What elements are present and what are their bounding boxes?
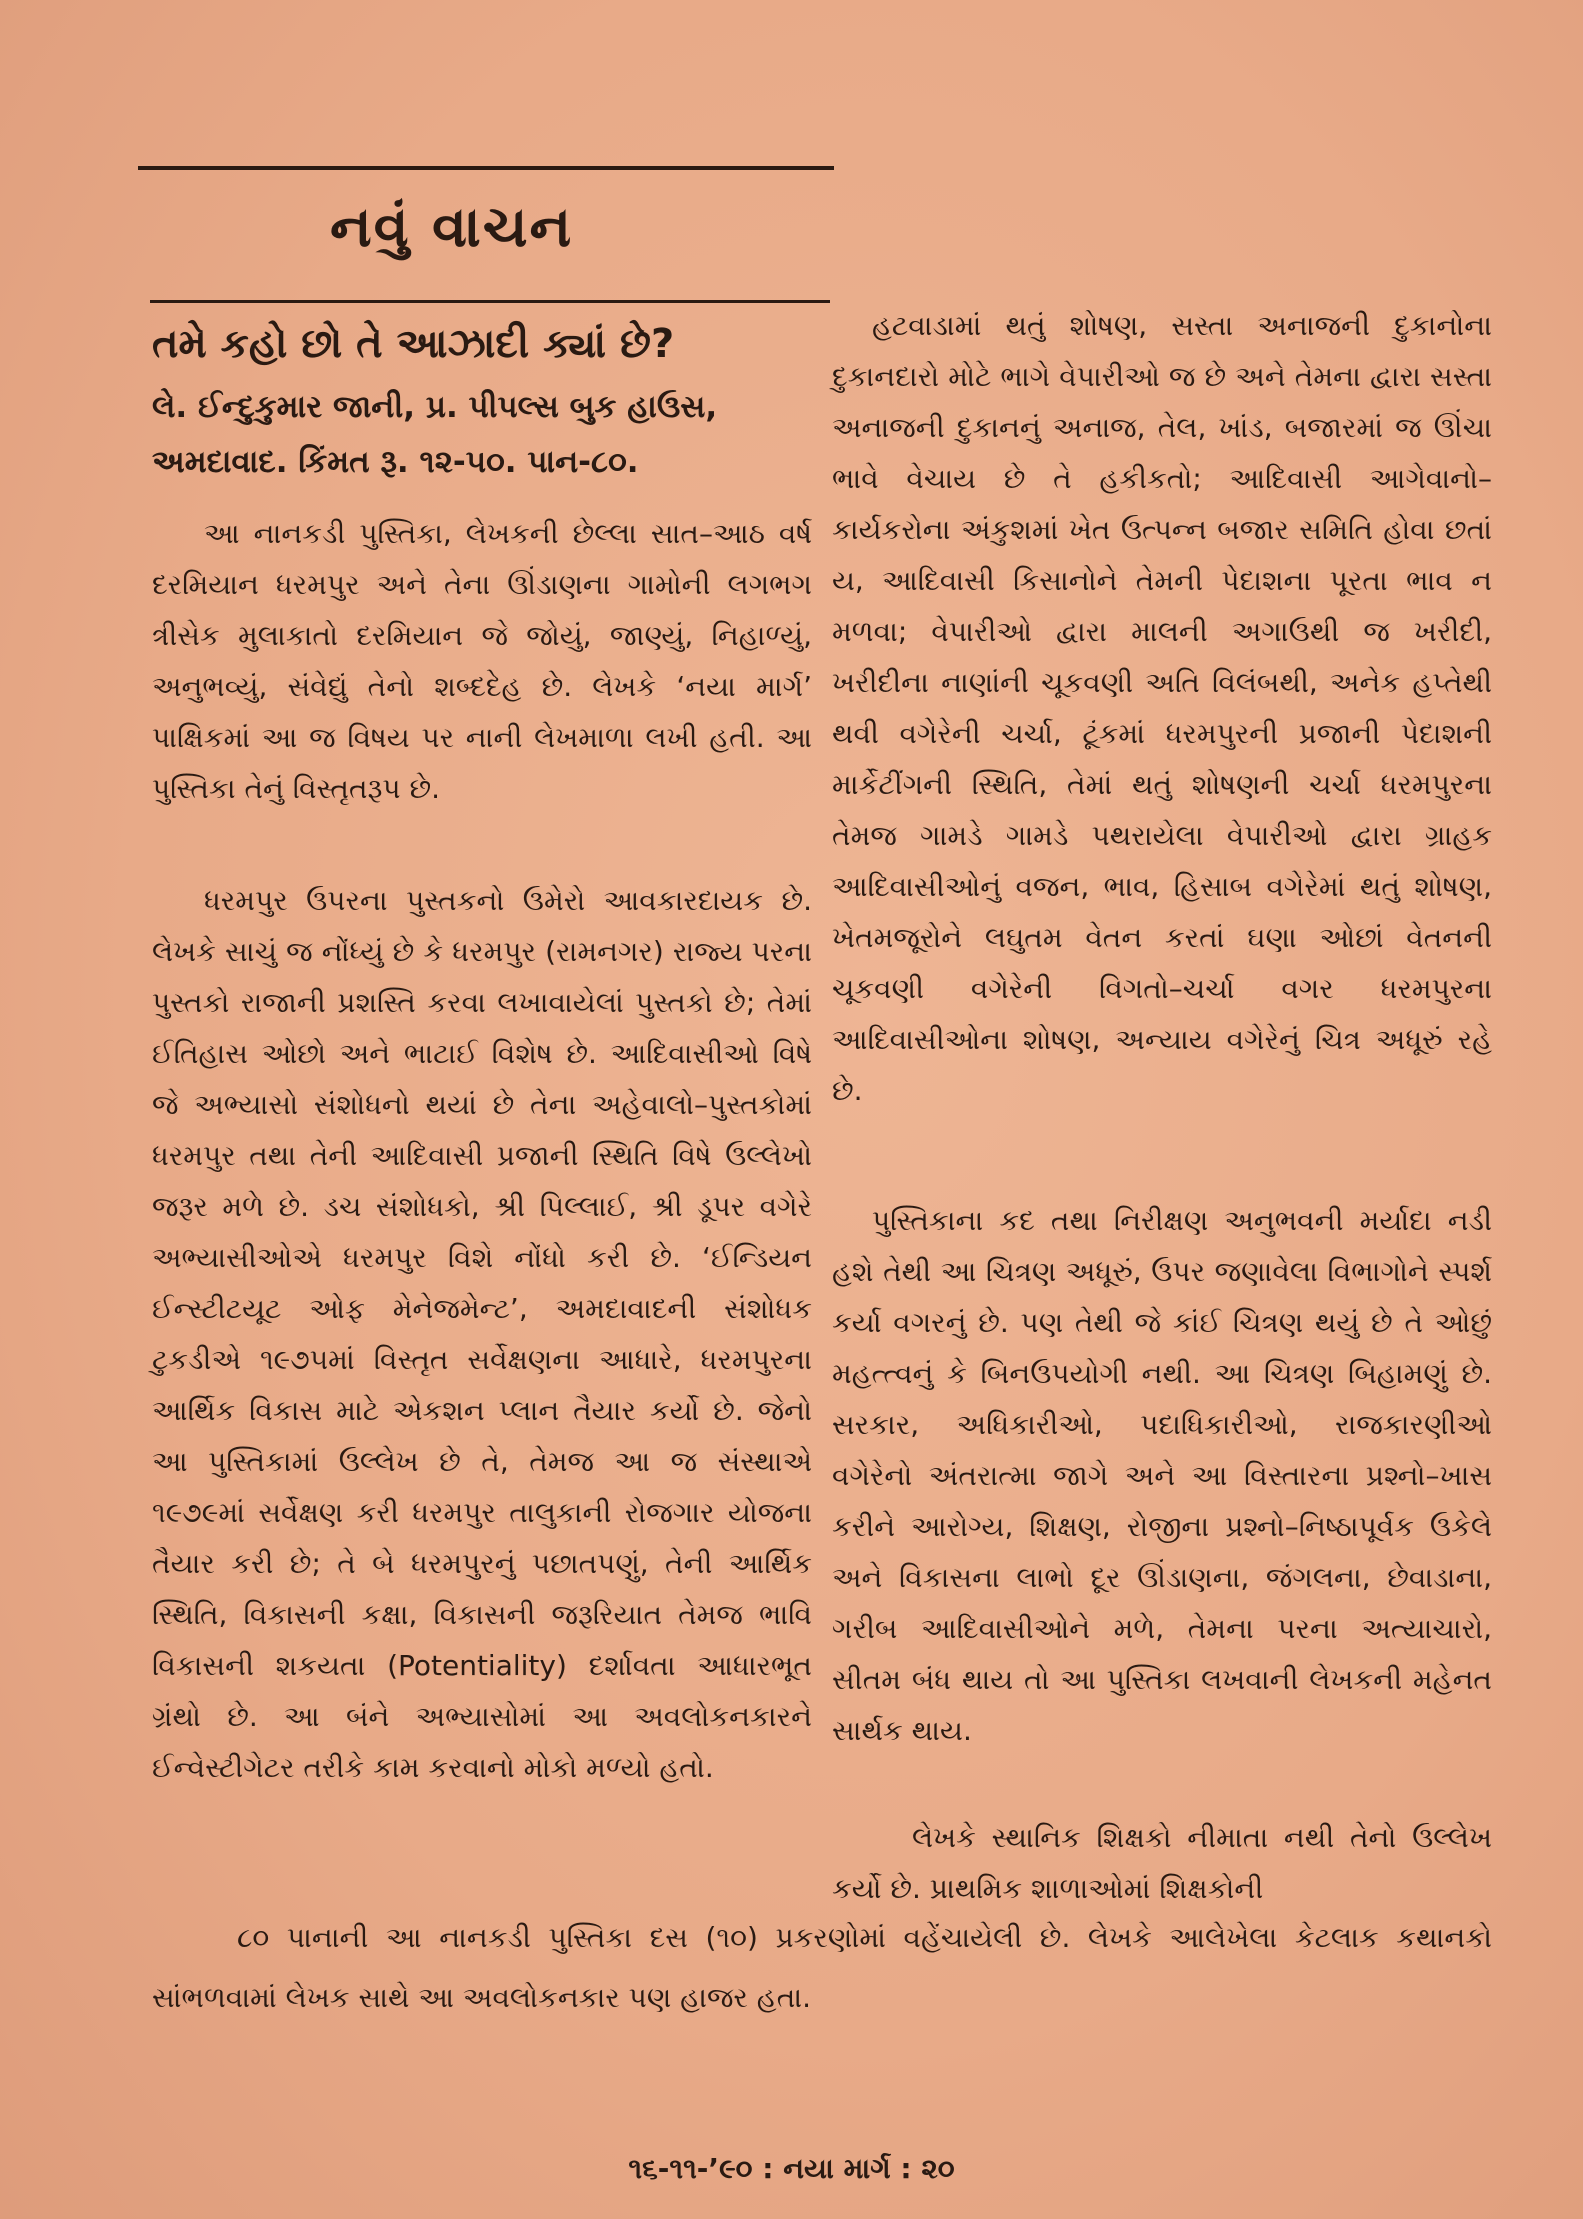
top-rule [138,166,834,170]
book-meta: લે. ઈન્દુકુમાર જાની, પ્ર. પીપલ્સ બુક હાઉસ, અમદાવાદ. કિંમત રૂ. ૧૨-૫૦. પાન-૮૦. [152,389,718,480]
book-title: તમે કહો છો તે આઝાદી ક્યાં છે? [152,321,675,367]
paragraph-intro: આ નાનકડી પુસ્તિકા, લેખકની છેલ્લા સાત–આઠ વર્ષ દરમિયાન ધરમપુર અને તેના ઊંડાણના ગામોની લગભગ ત્રીસેક મુલાકાતો દરમિયાન જે જોયું, જાણ્યું, નિહાળ્યું, અનુભવ્યું, સંવેદ્યું તેનો શબ્દદેહ છે. લેખકે ‘નયા માર્ગ’ પાક્ષિકમાં આ જ વિષય પર નાની લેખમાળા લખી હતી. આ પુસ્તિકા તેનું વિસ્તૃતરૂપ છે. [152,517,812,805]
title-rule [150,300,830,303]
page-footer: ૧૬-૧૧-’૯૦ : નયા માર્ગ : ૨૦ [628,2152,955,2185]
paragraph-teachers: લેખકે સ્થાનિક શિક્ષકો નીમાતા નથી તેનો ઉલ્લેખ કર્યો છે. પ્રાથમિક શાળાઓમાં શિક્ષકોની [832,1821,1492,1905]
paragraph-chapters: ૮૦ પાનાની આ નાનકડી પુસ્તિકા દસ (૧૦) પ્રકરણોમાં વહેંચાયેલી છે. લેખકે આલેખેલા કેટલાક કથાનકો સાંભળવામાં લેખક સાથે આ અવલોકનકાર પણ હાજર હતા. [152,1921,1492,2014]
paragraph-dharampur-books: ધરમપુર ઉપરના પુસ્તકનો ઉમેરો આવકારદાયક છે. લેખકે સાચું જ નોંધ્યું છે કે ધરમપુર (રામનગર) રાજ્ય પરના પુસ્તકો રાજાની પ્રશસ્તિ કરવા લખાવાયેલાં પુસ્તકો છે; તેમાં ઈતિહાસ ઓછો અને ભાટાઈ વિશેષ છે. આદિવાસીઓ વિષે જે અભ્યાસો સંશોધનો થયાં છે તેના અહેવાલો–પુસ્તકોમાં ધરમપુર તથા તેની આદિવાસી પ્રજાની સ્થિતિ વિષે ઉલ્લેખો જરૂર મળે છે. ડચ સંશોધકો, શ્રી પિલ્લાઈ, શ્રી ડૂપર વગેરે અભ્યાસીઓએ ધરમપુર વિશે નોંધો કરી છે. ‘ઈન્ડિયન ઈન્સ્ટીટયૂટ ઓફ મેનેજમેન્ટ’, અમદાવાદની સંશોધક ટુકડીએ ૧૯૭૫માં વિસ્તૃત સર્વેક્ષણના આધારે, ધરમપુરના આર્થિક વિકાસ માટે એકશન પ્લાન તૈયાર કર્યો છે. જેનો આ પુસ્તિકામાં ઉલ્લેખ છે તે, તેમજ આ જ સંસ્થાએ ૧૯૭૯માં સર્વેક્ષણ કરી ધરમપુર તાલુકાની રોજગાર યોજના તૈયાર કરી છે; તે બે ધરમપુરનું પછાતપણું, તેની આર્થિક સ્થિતિ, વિકાસની કક્ષા, વિકાસની જરૂરિયાત તેમજ ભાવિ વિકાસની શકયતા (Potentiality) દર્શાવતા આધારભૂત ગ્રંથો છે. આ બંને અભ્યાસોમાં આ અવલોકનકારને ઈન્વેસ્ટીગેટર તરીકે કામ કરવાનો મોકો મળ્યો હતો. [152,884,812,1784]
paragraph-depiction: પુસ્તિકાના કદ તથા નિરીક્ષણ અનુભવની મર્યાદા નડી હશે તેથી આ ચિત્રણ અધૂરું, ઉપર જણાવેલા વિભાગોને સ્પર્શ કર્યા વગરનું છે. પણ તેથી જે કાંઈ ચિત્રણ થયું છે તે ઓછું મહત્ત્વનું કે બિનઉપયોગી નથી. આ ચિત્રણ બિહામણું છે. સરકાર, અધિકારીઓ, પદાધિકારીઓ, રાજકારણીઓ વગેરેનો અંતરાત્મા જાગે અને આ વિસ્તારના પ્રશ્નો–ખાસ કરીને આરોગ્ય, શિક્ષણ, રોજીના પ્રશ્નો–નિષ્ઠાપૂર્વક ઉકેલે અને વિકાસના લાભો દૂર ઊંડાણના, જંગલના, છેવાડાના, ગરીબ આદિવાસીઓને મળે, તેમના પરના અત્યાચારો, સીતમ બંધ થાય તો આ પુસ્તિકા લખવાની લેખકની મહેનત સાર્થક થાય. [832,1204,1492,1747]
section-title: નવું વાચન [330,195,574,260]
paragraph-exploitation: હટવાડામાં થતું શોષણ, સસ્તા અનાજની દુકાનોના દુકાનદારો મોટે ભાગે વેપારીઓ જ છે અને તેમના દ્વારા સસ્તા અનાજની દુકાનનું અનાજ, તેલ, ખાંડ, બજારમાં જ ઊંચા ભાવે વેચાય છે તે હકીકતો; આદિવાસી આગેવાનો–કાર્યકરોના અંકુશમાં ખેત ઉત્પન્ન બજાર સમિતિ હોવા છતાં ય, આદિવાસી કિસાનોને તેમની પેદાશના પૂરતા ભાવ ન મળવા; વેપારીઓ દ્વારા માલની અગાઉથી જ ખરીદી, ખરીદીના નાણાંની ચૂકવણી અતિ વિલંબથી, અનેક હપ્તેથી થવી વગેરેની ચર્ચા, ટૂંકમાં ધરમપુરની પ્રજાની પેદાશની માર્કેટીંગની સ્થિતિ, તેમાં થતું શોષણની ચર્ચા ધરમપુરના તેમજ ગામડે ગામડે પથરાયેલા વેપારીઓ દ્વારા ગ્રાહક આદિવાસીઓનું વજન, ભાવ, હિસાબ વગેરેમાં થતું શોષણ, ખેતમજૂરોને લઘુતમ વેતન કરતાં ઘણા ઓછાં વેતનની ચૂકવણી વગેરેની વિગતો–ચર્ચા વગર ધરમપુરના આદિવાસીઓના શોષણ, અન્યાય વગેરેનું ચિત્ર અધૂરું રહે છે. [832,309,1492,1107]
